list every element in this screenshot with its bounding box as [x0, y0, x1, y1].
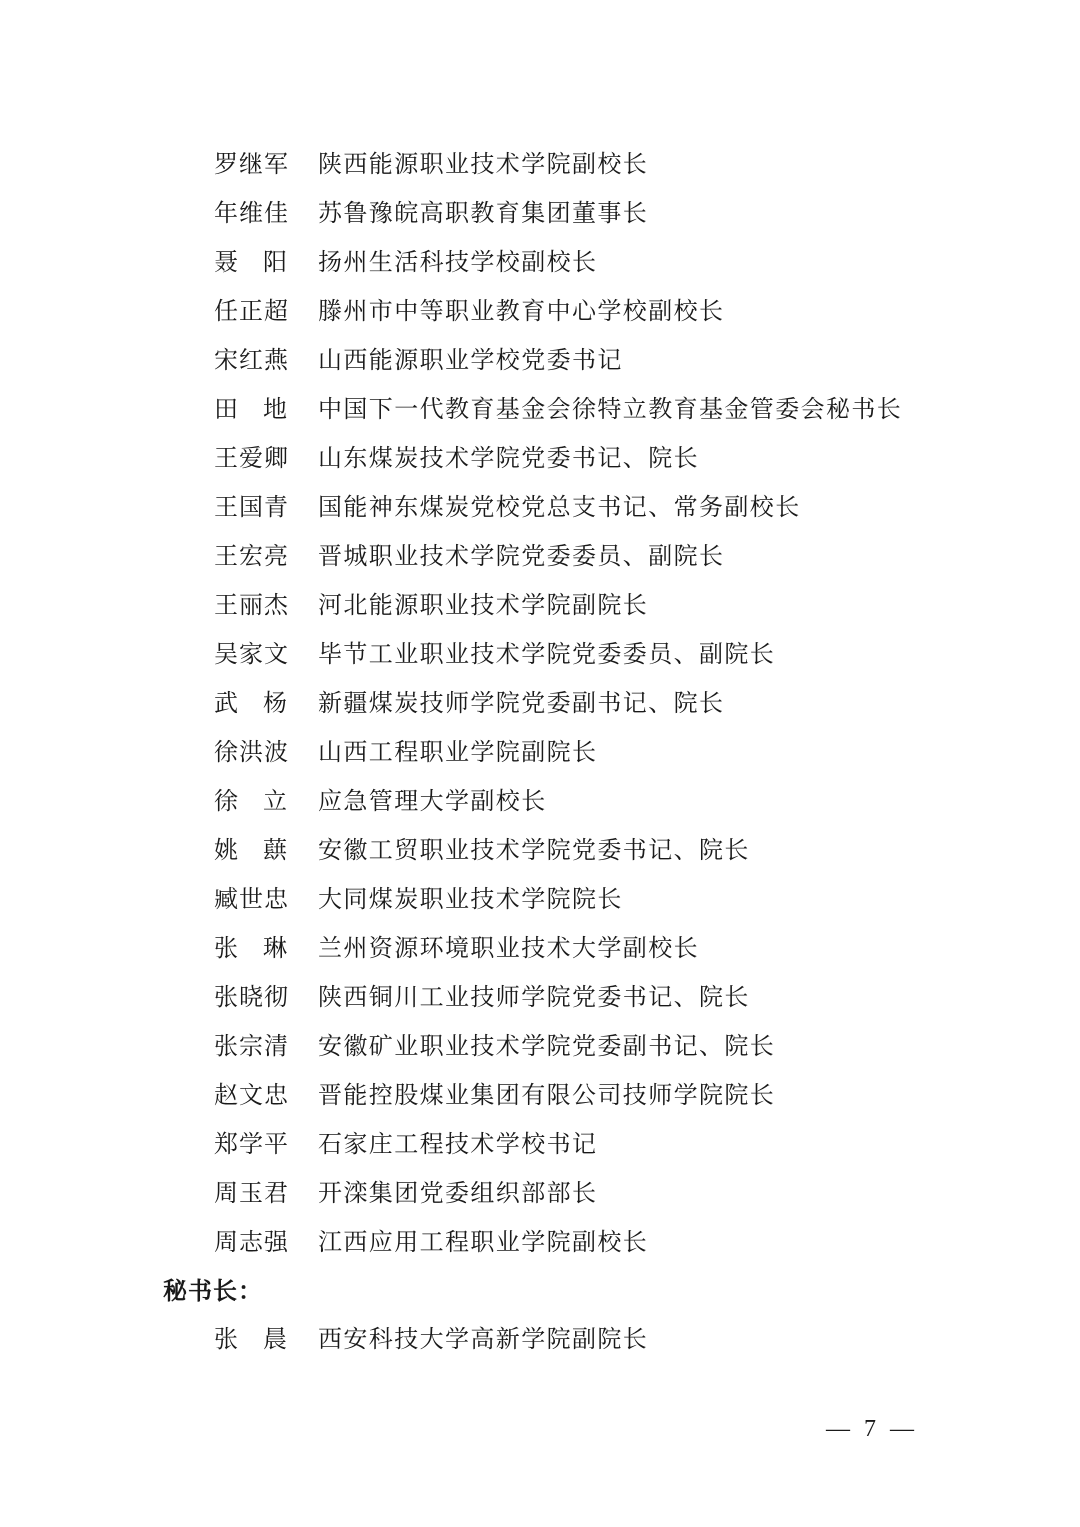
member-title: 应急管理大学副校长: [318, 787, 547, 815]
member-name: 周 志 强: [214, 1228, 289, 1256]
member-title: 新疆煤炭技师学院党委副书记、院长: [318, 689, 725, 717]
list-item: [214, 333, 1014, 382]
member-title: 苏鲁豫皖高职教育集团董事长: [318, 199, 649, 227]
member-title: 江西应用工程职业学院副校长: [318, 1228, 649, 1256]
member-name: 吴 家 文: [214, 640, 289, 668]
member-title: 山西工程职业学院副院长: [318, 738, 598, 766]
member-title: 河北能源职业技术学院副院长: [318, 591, 649, 619]
list-item: [214, 1312, 1014, 1361]
member-title: 山东煤炭技术学院党委书记、院长: [318, 444, 699, 472]
member-name: 赵 文 忠: [214, 1081, 289, 1109]
member-name: 臧 世 忠: [214, 885, 289, 913]
member-name: 张 晨: [214, 1325, 288, 1353]
member-name: 王 爱 卿: [214, 444, 289, 472]
list-item: [214, 1215, 1014, 1264]
list-item: [214, 774, 1014, 823]
list-item: [214, 137, 1014, 186]
member-name: 周 玉 君: [214, 1179, 289, 1207]
list-item: [214, 627, 1014, 676]
member-name: 王 国 青: [214, 493, 289, 521]
list-item: [214, 872, 1014, 921]
member-title: 扬州生活科技学校副校长: [318, 248, 598, 276]
member-title: 石家庄工程技术学校书记: [318, 1130, 598, 1158]
member-title: 晋能控股煤业集团有限公司技师学院院长: [318, 1081, 776, 1109]
member-name: 张 晓 彻: [214, 983, 289, 1011]
list-item: [214, 284, 1014, 333]
member-name: 武 杨: [214, 689, 288, 717]
member-name: 徐 洪 波: [214, 738, 289, 766]
list-item: [214, 970, 1014, 1019]
list-item: [214, 1019, 1014, 1068]
secretary-heading: 秘书长：: [163, 1275, 263, 1305]
list-item: [214, 431, 1014, 480]
member-title: 安徽矿业职业技术学院党委副书记、院长: [318, 1032, 776, 1060]
page-number: — 7 —: [826, 1416, 918, 1442]
member-title: 西安科技大学高新学院副院长: [318, 1325, 649, 1353]
member-title: 大同煤炭职业技术学院院长: [318, 885, 623, 913]
secretary-list: [214, 1312, 1014, 1361]
member-list: [214, 137, 1014, 1264]
list-item: [214, 186, 1014, 235]
member-name: 聂 阳: [214, 248, 288, 276]
member-name: 姚 蕻: [214, 836, 288, 864]
list-item: [214, 529, 1014, 578]
list-item: [214, 382, 1014, 431]
member-title: 兰州资源环境职业技术大学副校长: [318, 934, 699, 962]
member-title: 陕西能源职业技术学院副校长: [318, 150, 649, 178]
member-name: 徐 立: [214, 787, 288, 815]
list-item: [214, 1166, 1014, 1215]
member-name: 王 宏 亮: [214, 542, 289, 570]
member-name: 任 正 超: [214, 297, 289, 325]
list-item: [214, 578, 1014, 627]
list-item: [214, 1068, 1014, 1117]
member-title: 晋城职业技术学院党委委员、副院长: [318, 542, 725, 570]
list-item: [214, 480, 1014, 529]
member-title: 安徽工贸职业技术学院党委书记、院长: [318, 836, 750, 864]
member-name: 郑 学 平: [214, 1130, 289, 1158]
member-title: 山西能源职业学校党委书记: [318, 346, 623, 374]
member-title: 滕州市中等职业教育中心学校副校长: [318, 297, 725, 325]
member-name: 田 地: [214, 395, 288, 423]
member-name: 王 丽 杰: [214, 591, 289, 619]
member-title: 陕西铜川工业技师学院党委书记、院长: [318, 983, 750, 1011]
member-name: 张 宗 清: [214, 1032, 289, 1060]
list-item: [214, 725, 1014, 774]
member-title: 毕节工业职业技术学院党委委员、副院长: [318, 640, 776, 668]
list-item: [214, 921, 1014, 970]
list-item: [214, 676, 1014, 725]
member-name: 罗 继 军: [214, 150, 289, 178]
member-title: 国能神东煤炭党校党总支书记、常务副校长: [318, 493, 801, 521]
list-item: [214, 1117, 1014, 1166]
member-title: 中国下一代教育基金会徐特立教育基金管委会秘书长: [318, 395, 903, 423]
list-item: [214, 235, 1014, 284]
member-title: 开滦集团党委组织部部长: [318, 1179, 598, 1207]
list-item: [214, 823, 1014, 872]
member-name: 年 维 佳: [214, 199, 289, 227]
member-name: 张 琳: [214, 934, 288, 962]
member-name: 宋 红 燕: [214, 346, 289, 374]
